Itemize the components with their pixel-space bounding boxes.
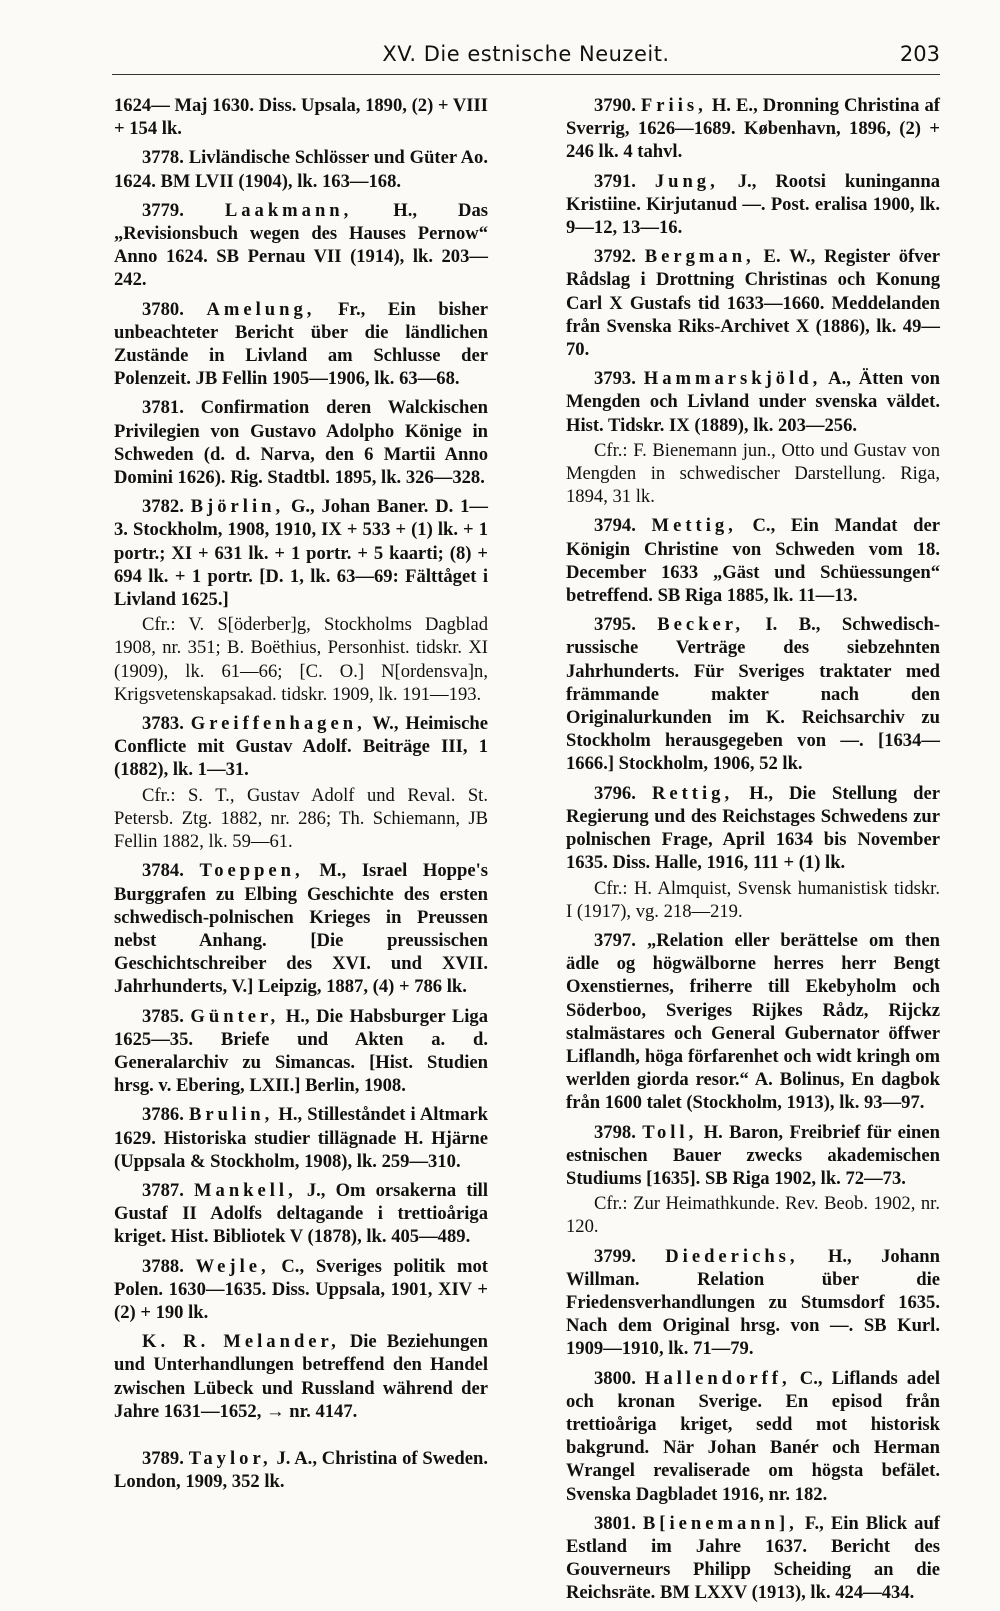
entry-cross-reference: Cfr.: Zur Heimathkunde. Rev. Beob. 1902, nr. 120. (566, 1193, 940, 1238)
running-header (112, 40, 940, 74)
entry-author: K. R. Melander, (142, 1331, 340, 1353)
entry-text: J., Rootsi kuninganna Kristiine. Kirjutanud —. Post. eralisa 1900, lk. 9—12, 13—16. (566, 170, 941, 239)
bibliography-entry (566, 782, 940, 875)
entry-author: Amelung, (206, 298, 316, 320)
entry-author: Jung, (654, 170, 719, 192)
entry-text: C., Liflands adel och kronan Sverige. En episod från trettioåriga kriget, sedd mot historisk bakgrund. När Johan Banér och Herman Wrangel revaliserade om högsta befälet. Svenska Dagbladet 1916, nr. 182. (566, 1367, 940, 1505)
bibliography-entry (114, 1255, 488, 1325)
entry-number: 3798. (594, 1121, 636, 1143)
bibliography-entry (114, 1103, 488, 1173)
entry-number: 3789. (142, 1447, 184, 1469)
entry-number: 3791. (594, 170, 636, 192)
bibliography-entry (566, 1512, 940, 1605)
bibliography-entry (114, 859, 488, 998)
entry-author: Diederichs, (665, 1245, 799, 1267)
entry-cross-reference: Cfr.: F. Bienemann jun., Otto und Gustav von Mengden in schwedischer Darstellung. Riga, 1894, 31 lk. (566, 439, 940, 508)
entry-cross-reference: Cfr.: S. T., Gustav Adolf und Reval. St. Petersb. Ztg. 1882, nr. 286; Th. Schiemann, JB Fellin 1882, lk. 59—61. (114, 784, 488, 853)
entry-number: 3784. (142, 860, 184, 882)
entry-text: J. A., Christina of Sweden. London, 1909, 352 lk. (114, 1447, 488, 1493)
entry-cross-reference: Cfr.: H. Almquist, Svensk humanistisk tidskr. I (1917), vg. 218—219. (566, 877, 940, 922)
header-rule (112, 74, 940, 75)
entry-number: 3788. (142, 1255, 184, 1277)
bibliography-entry (114, 298, 488, 391)
entry-number: 3790. (594, 95, 636, 116)
entry-number: 3794. (594, 515, 636, 537)
entry-number: 3795. (594, 614, 636, 636)
entry-text: 1624— Maj 1630. Diss. Upsala, 1890, (2) + VIII + 154 lk. (114, 95, 488, 140)
entry-text: Livländische Schlösser und Güter Ao. 1624. BM LVII (1904), lk. 163—168. (114, 147, 488, 192)
entry-author: Mankell, (193, 1179, 297, 1201)
bibliography-entry (566, 514, 940, 607)
entry-number: 3786. (142, 1104, 184, 1126)
entry-number: 3799. (594, 1245, 636, 1267)
bibliography-entry (566, 929, 940, 1115)
entry-text: H., Die Stellung der Regierung und des Reichstages Schwedens zur polnischen Frage, April 1634 bis November 1635. Diss. Halle, 1916, 111 + (1) lk. (566, 782, 941, 874)
entry-cross-reference: Cfr.: V. S[öderber]g, Stockholms Dagblad 1908, nr. 351; B. Boëthius, Personhist. tidskr. XI (1909), lk. 61—66; [C. O.] N[ordensva]n, Krigsvetenskapsakad. tidskr. 1909, lk. 191—193. (114, 614, 488, 705)
entry-author: B[ienemann], (642, 1512, 798, 1534)
entry-author: Mettig, (651, 515, 737, 537)
right-column (566, 94, 940, 1611)
entry-author: Bergman, (644, 246, 755, 268)
entry-author: Toll, (642, 1121, 698, 1143)
entry-author: Wejle, (195, 1255, 270, 1277)
entry-text: H. Baron, Freibrief für einen estnischen Bauer zwecks akademischen Studiums [1635]. SB Riga 1902, lk. 72—73. (566, 1121, 940, 1189)
entry-text: C., Sveriges politik mot Polen. 1630—1635. Diss. Uppsala, 1901, XIV + (2) + 190 lk. (114, 1255, 488, 1323)
entry-author: Brulin, (188, 1104, 274, 1126)
entry-number: 3782. (142, 496, 184, 518)
entry-number: 3793. (594, 368, 636, 390)
entry-text: A., Ätten von Mengden och Livland under svenska väldet. Hist. Tidskr. IX (1889), lk. 203—256. (566, 368, 940, 436)
entry-number: 3778. (142, 147, 184, 169)
entry-text: E. W., Register öfver Rådslag i Drottning Christinas och Konung Carl X Gustafs tid 1633—1660. Meddelanden från Svenska Riks-Archivet X (1886), lk. 49—70. (566, 246, 941, 361)
left-column (114, 94, 488, 1499)
entry-text: H., Johann Willman. Relation über die Friedensverhandlungen zu Stumsdorf 1635. Nach dem Original hrsg. von —. SB Kurl. 1909—1910, lk. 71—79. (566, 1245, 940, 1360)
bibliography-entry (566, 367, 940, 437)
entry-author: Toeppen, (199, 860, 304, 882)
bibliography-entry (114, 146, 488, 192)
entry-number: 3796. (594, 782, 636, 804)
entry-text: H., Das „Revisionsbuch wegen des Hauses Pernow“ Anno 1624. SB Pernau VII (1914), lk. 203—242. (114, 199, 489, 291)
entry-text: „Relation eller berättelse om then ädle og högwälborne herres herr Bengt Oxenstiernes, friherre till Ekebyholm och Söderboo, Sveriges Rijkes Rådz, Rijckz stalmästares och General Gubernator öffwer Liflandh, höga förfarenhet och widt kringh om werlden giorda resor.“ A. Bolinus, En dagbok från 1600 talet (Stockholm, 1913), lk. 93—97. (566, 929, 940, 1114)
entry-number: 3801. (594, 1512, 636, 1534)
entry-text: Fr., Ein bisher unbeachteter Bericht über die ländlichen Zustände in Livland am Schlusse der Polenzeit. JB Fellin 1905—1906, lk. 63—68. (114, 298, 488, 390)
entry-text: Confirmation deren Walckischen Privilegien von Gustavo Adolpho Könige in Schweden (d. d. Narva, den 6 Martii Anno Domini 1626). Rig. Stadtbl. 1895, lk. 326—328. (114, 397, 488, 489)
entry-number: 3792. (594, 246, 636, 268)
entry-author: Greiffenhagen, (190, 713, 366, 735)
entry-text: H., Stilleståndet i Altmark 1629. Historiska studier tillägnade H. Hjärne (Uppsala & Stockholm, 1908), lk. 259—310. (114, 1104, 488, 1172)
bibliography-entry (114, 396, 488, 489)
entry-text: H. E., Dronning Christina af Sverrig, 1626—1689. København, 1896, (2) + 246 lk. 4 tahvl. (566, 95, 940, 163)
entry-text: W., Heimische Conflicte mit Gustav Adolf. Beiträge III, 1 (1882), lk. 1—31. (114, 713, 489, 781)
entry-author: Taylor, (188, 1447, 272, 1469)
entry-text: M., Israel Hoppe's Burggrafen zu Elbing Geschichte des ersten schwedisch-polnischen Krieges in Preussen nebst Anhang. [Die preussischen Geschichtschreiber des XVI. und XVII. Jahrhunderts, V.] Leipzig, 1887, (4) + 786 lk. (114, 860, 489, 998)
entry-number: 3780. (142, 298, 184, 320)
entry-author: Hammarskjöld, (643, 368, 822, 390)
entry-author: Rettig, (651, 782, 734, 804)
bibliography-entry (566, 1245, 940, 1361)
entry-text: C., Ein Mandat der Königin Christine von Schweden vom 18. December 1633 „Gäst und Schüessungen“ betreffend. SB Riga 1885, lk. 11—13. (566, 515, 940, 607)
entry-author: Hallendorff, (645, 1367, 791, 1389)
chapter-title: XV. Die estnische Neuzeit. (382, 42, 670, 66)
entry-author: Friis, (640, 95, 707, 116)
entry-number: 3797. (594, 929, 636, 951)
entry-text: Die Beziehungen und Unterhandlungen betreffend den Handel zwischen Lübeck und Russland während der Jahre 1631—1652, → nr. 4147. (114, 1331, 488, 1422)
entry-number: 3781. (142, 397, 184, 419)
bibliography-entry (114, 1179, 488, 1249)
entry-number: 3779. (142, 199, 184, 221)
bibliography-entry (114, 1005, 488, 1098)
bibliography-entry (566, 94, 940, 164)
entry-number: 3783. (142, 713, 184, 735)
entry-author: Becker, (657, 614, 744, 636)
bibliography-entry (114, 712, 488, 782)
bibliography-entry (114, 94, 488, 140)
bibliography-entry (566, 613, 940, 775)
entry-author: Günter, (190, 1005, 280, 1027)
entry-text: I. B., Schwedisch-russische Verträge des siebzehnten Jahrhunderts. Für Sveriges traktater med främmande makter nach den Originalurkunden im K. Reichsarchiv zu Stockholm herausgegeben von —. [1634—1666.] Stockholm, 1906, 52 lk. (566, 614, 941, 775)
entry-text: H., Die Habsburger Liga 1625—35. Briefe und Akten a. d. Generalarchiv zu Simancas. [Hist. Studien hrsg. v. Ebering, LXII.] Berlin, 1908. (114, 1005, 489, 1097)
bibliography-entry (566, 245, 940, 361)
bibliography-entry (114, 495, 488, 611)
entry-author: Laakmann, (224, 199, 353, 221)
entry-number: 3800. (594, 1367, 636, 1389)
entry-author: Björlin, (190, 496, 285, 518)
bibliography-entry (114, 1330, 488, 1423)
bibliography-entry (566, 1367, 940, 1506)
entry-gap (114, 1429, 488, 1447)
bibliography-entry (566, 1121, 940, 1191)
entry-number: 3787. (142, 1179, 184, 1201)
entry-text: G., Johan Baner. D. 1—3. Stockholm, 1908, 1910, IX + 533 + (1) lk. + 1 portr.; XI + 631 lk. + 1 portr. + 5 kaarti; (8) + 694 lk. + 1 portr. [D. 1, lk. 63—69: Fälttåget i Livland 1625.] (114, 496, 488, 611)
bibliography-entry (114, 199, 488, 292)
bibliography-entry (566, 170, 940, 240)
bibliography-entry (114, 1447, 488, 1493)
page-number: 203 (899, 42, 940, 66)
entry-number: 3785. (142, 1005, 184, 1027)
entry-text: J., Om orsakerna till Gustaf II Adolfs deltagande i trettioåriga kriget. Hist. Bibliotek V (1878), lk. 405—489. (114, 1179, 489, 1248)
entry-text: F., Ein Blick auf Estland im Jahre 1637. Bericht des Gouverneurs Philipp Scheiding an die Reichsräte. BM LXXV (1913), lk. 424—434. (566, 1512, 940, 1604)
